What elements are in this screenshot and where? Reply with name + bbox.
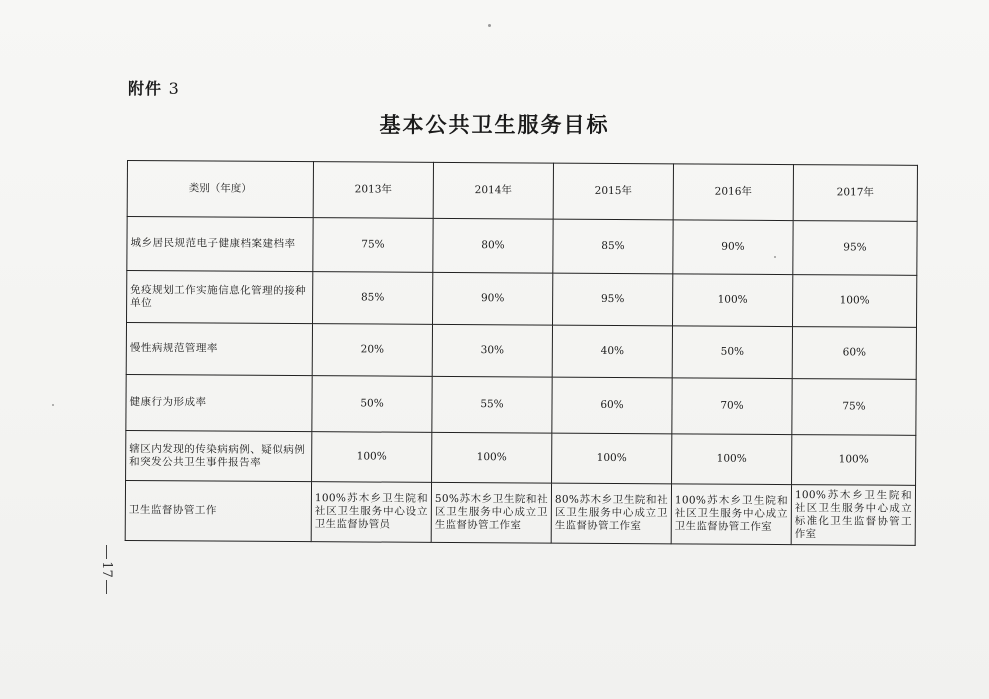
row-category: 城乡居民规范电子健康档案建档率 [127, 217, 313, 272]
table-cell: 80% [433, 218, 553, 273]
table-cell: 100% [432, 432, 552, 483]
goals-table [125, 160, 918, 546]
scan-speck [488, 24, 491, 27]
table-cell: 100%苏木乡卫生院和社区卫生服务中心成立标准化卫生监督协管工作室 [791, 485, 915, 546]
table-cell: 100% [672, 274, 792, 327]
table-cell: 100% [792, 435, 916, 486]
table-cell: 95% [552, 273, 672, 326]
scan-speck [52, 404, 54, 406]
table-cell: 80%苏木乡卫生院和社区卫生服务中心成立卫生监督协管工作室 [551, 483, 671, 544]
table-cell: 85% [313, 272, 433, 325]
column-header: 2017年 [793, 165, 917, 222]
page-number [96, 545, 116, 615]
table-cell: 60% [552, 377, 672, 434]
page-number-dash [106, 580, 107, 594]
table-cell: 100% [312, 432, 432, 483]
row-category: 慢性病规范管理率 [126, 323, 312, 376]
table-cell: 90% [433, 272, 553, 325]
table-row [125, 480, 915, 545]
table-cell: 100%苏木乡卫生院和社区卫生服务中心设立卫生监督协管员 [311, 482, 431, 543]
table-cell: 50% [312, 376, 432, 433]
table-cell: 60% [792, 327, 916, 380]
table-cell: 95% [793, 221, 917, 276]
table-cell: 90% [673, 220, 793, 275]
table-row [126, 323, 916, 380]
page-number-dash [106, 545, 107, 559]
table-cell: 100%苏木乡卫生院和社区卫生服务中心成立卫生监督协管工作室 [671, 484, 791, 545]
table-row [126, 430, 916, 485]
table-cell: 40% [552, 325, 672, 378]
table-cell: 30% [432, 324, 552, 377]
table-cell: 75% [313, 218, 433, 273]
table-cell: 55% [432, 376, 552, 433]
table-cell: 70% [672, 378, 792, 435]
table-cell: 50%苏木乡卫生院和社区卫生服务中心成立卫生监督协管工作室 [431, 482, 551, 543]
table-row [127, 271, 917, 328]
table-row [127, 217, 917, 276]
table-header-row [127, 161, 917, 222]
table-cell: 100% [672, 434, 792, 485]
row-category: 免疫规划工作实施信息化管理的接种单位 [127, 271, 313, 324]
attachment-label: 附件 3 [128, 79, 180, 98]
row-category: 辖区内发现的传染病病例、疑似病例和突发公共卫生事件报告率 [126, 430, 312, 481]
page-title: 基本公共卫生服务目标 [379, 113, 610, 137]
table-cell: 75% [792, 379, 916, 436]
column-header: 类别（年度） [127, 161, 313, 218]
table-cell: 85% [553, 219, 673, 274]
column-header: 2016年 [673, 164, 793, 221]
column-header: 2013年 [313, 162, 433, 219]
column-header: 2014年 [433, 162, 553, 219]
table-cell: 100% [552, 433, 672, 484]
table-cell: 50% [672, 326, 792, 379]
table-cell: 20% [312, 324, 432, 377]
page-number-text: 17 [98, 561, 114, 578]
column-header: 2015年 [553, 163, 673, 220]
table-cell: 100% [792, 275, 916, 328]
row-category: 卫生监督协管工作 [125, 480, 311, 541]
table-row [126, 374, 916, 435]
row-category: 健康行为形成率 [126, 374, 312, 431]
goals-table-wrapper [125, 160, 917, 546]
scan-speck [774, 256, 776, 258]
